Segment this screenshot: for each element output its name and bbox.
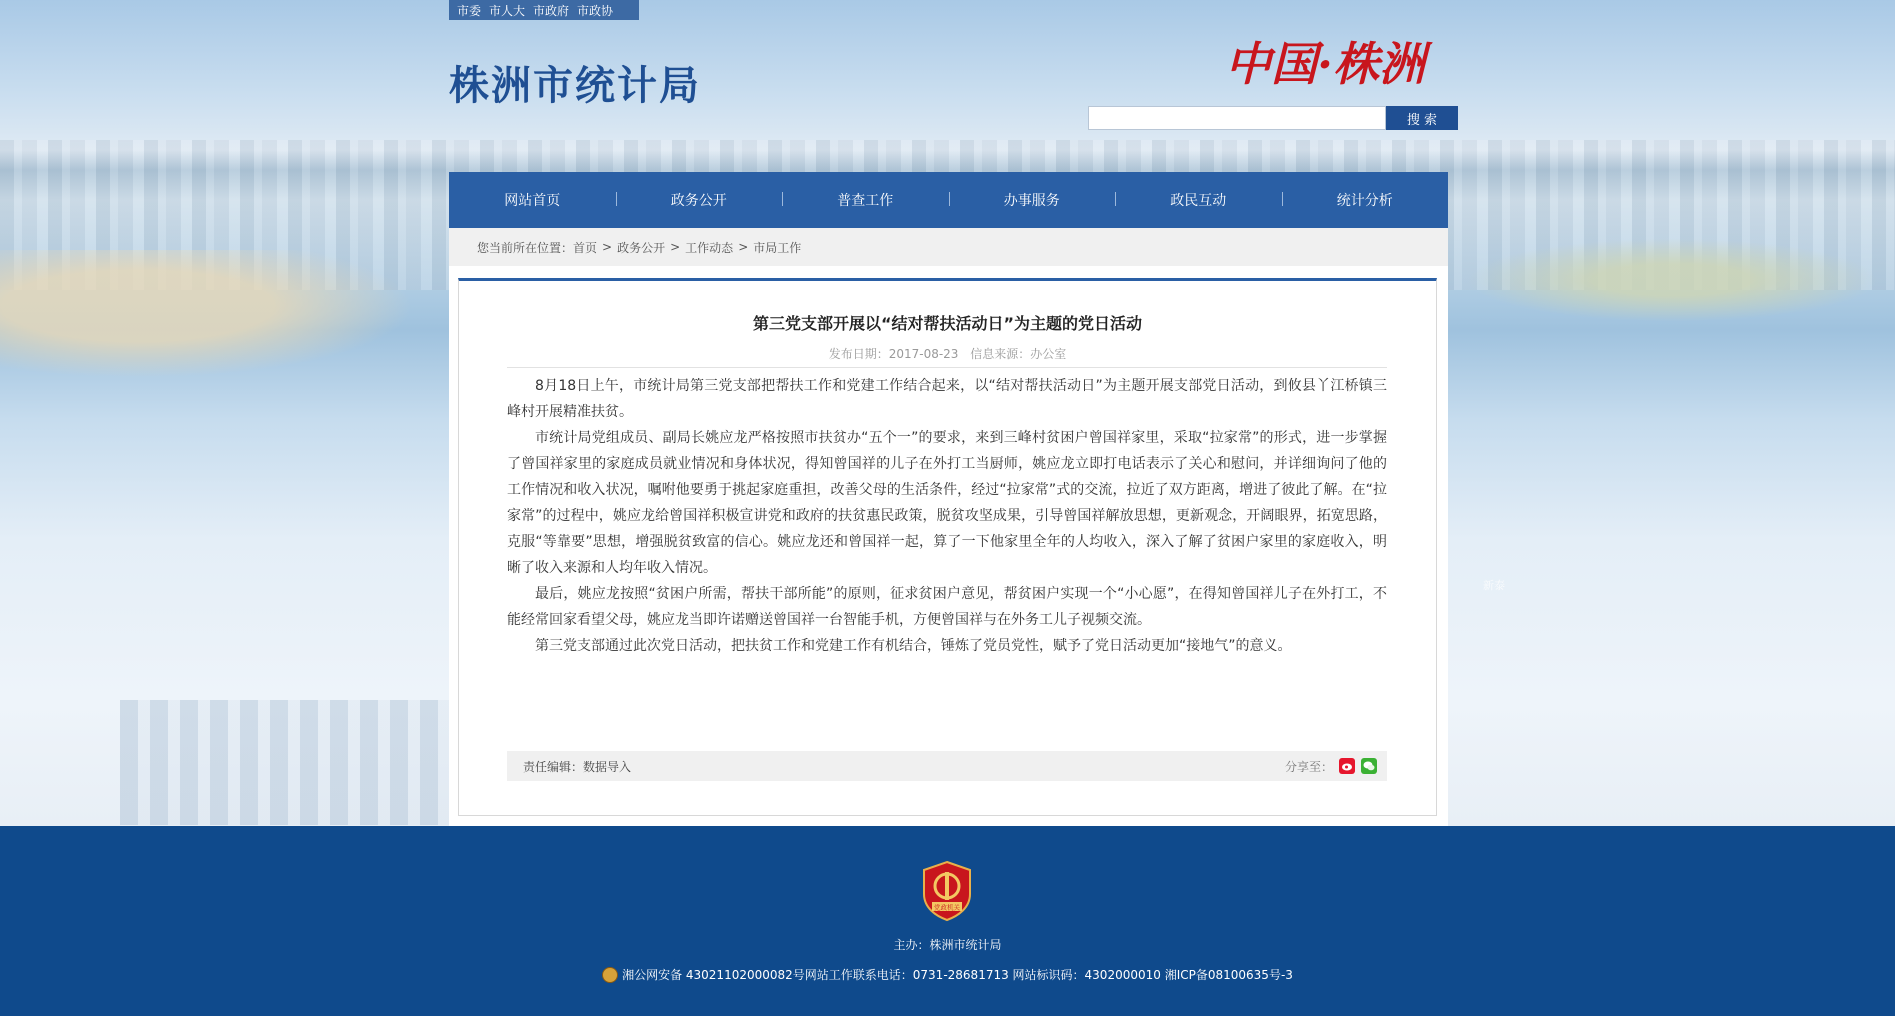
article-meta: [459, 345, 1436, 362]
nav-home[interactable]: 网站首页: [504, 193, 561, 209]
main-nav: [449, 172, 1448, 228]
party-government-badge-icon[interactable]: [920, 860, 974, 922]
content-panel: [449, 228, 1448, 826]
article-body: [507, 373, 1387, 659]
breadcrumb-home[interactable]: 首页: [573, 240, 598, 255]
search-bar: [1088, 106, 1458, 130]
publish-date: 发布日期：2017-08-23: [828, 347, 959, 361]
article-title: 第三党支部开展以“结对帮扶活动日”为主题的党日活动: [752, 314, 1143, 333]
wechat-share-icon[interactable]: [1361, 758, 1377, 774]
footer-record: 湘公网安备 43021102000082号网站工作联系电话：0731-28681713 网站标识码：4302000010 湘ICP备08100635号-3: [622, 968, 1293, 982]
share-label: 分享至：: [1284, 759, 1333, 774]
top-links: [449, 0, 639, 20]
article-paragraph: 第三党支部通过此次党日活动，把扶贫工作和党建工作有机结合，锤炼了党员党性，赋予了党日活动更加“接地气”的意义。: [535, 638, 1292, 654]
breadcrumb-separator: >: [602, 240, 613, 254]
nav-census[interactable]: 普查工作: [782, 190, 949, 210]
police-badge-icon[interactable]: [602, 967, 618, 983]
top-link-shiwei[interactable]: 市委: [457, 3, 482, 18]
divider: [507, 367, 1387, 368]
search-button[interactable]: 搜 索: [1386, 106, 1458, 130]
river-bank-right: [1450, 235, 1895, 325]
top-link-shizhengxie[interactable]: 市政协: [577, 3, 614, 18]
weibo-share-icon[interactable]: [1339, 758, 1355, 774]
breadcrumb-separator: >: [738, 240, 749, 254]
top-link-shirenda[interactable]: 市人大: [489, 3, 526, 18]
info-source: 信息来源：办公室: [970, 347, 1067, 361]
site-title: 株洲市统计局: [449, 63, 701, 109]
breadcrumb-bureau-work[interactable]: 市局工作: [753, 240, 802, 255]
breadcrumb-separator: >: [670, 240, 681, 254]
article-box: [458, 278, 1437, 816]
city-calligraphy-logo: 中国·株洲: [1225, 37, 1426, 91]
nav-government-affairs[interactable]: 政务公开: [616, 190, 783, 210]
responsible-editor: 责任编辑：数据导入: [523, 759, 632, 774]
top-link-shizhengfu[interactable]: 市政府: [533, 3, 570, 18]
breadcrumb: [449, 228, 1448, 266]
nav-statistics-analysis[interactable]: 统计分析: [1282, 190, 1449, 210]
article-paragraph: 8月18日上午，市统计局第三党支部把帮扶工作和党建工作结合起来，以“结对帮扶活动日”为主题开展支部党日活动，到攸县丫江桥镇三峰村开展精准扶贫。: [507, 378, 1387, 420]
river-bank-left: [0, 250, 460, 390]
footer-record-line: [0, 966, 1895, 983]
article-paragraph: 市统计局党组成员、副局长姚应龙严格按照市扶贫办“五个一”的要求，来到三峰村贫困户曾国祥家里，采取“拉家常”的形式，进一步掌握了曾国祥家里的家庭成员就业情况和身体状况，得知曾国祥的儿子在外打工当厨师，姚应龙立即打电话表示了关心和慰问，并详细询问了他的工作情况和收入状况，嘱咐他要勇于挑起家庭重担，改善父母的生活条件，经过“拉家常”式的交流，拉近了双方距离，增进了彼此了解。在“拉家常”的过程中，姚应龙给曾国祥积极宣讲党和政府的扶贫惠民政策，脱贫攻坚成果，引导曾国祥解放思想，更新观念，开阔眼界，拓宽思路，克服“等靠要”思想，增强脱贫致富的信心。姚应龙还和曾国祥一起，算了一下他家里全年的人均收入，深入了解了贫困户家里的家庭收入，明晰了收入来源和人均年收入情况。: [507, 430, 1387, 576]
breadcrumb-government-affairs[interactable]: 政务公开: [617, 240, 666, 255]
city-buildings-bottom: [120, 700, 450, 825]
footer: [0, 826, 1895, 1016]
badge-text: 党政机关: [934, 903, 960, 912]
search-input[interactable]: [1088, 106, 1386, 130]
footer-host: 主办：株洲市统计局: [893, 938, 1002, 952]
nav-services[interactable]: 办事服务: [949, 190, 1116, 210]
side-watermark-text: 新泰: [1483, 579, 1505, 592]
nav-interaction[interactable]: 政民互动: [1115, 190, 1282, 210]
share-bar: [1285, 758, 1387, 775]
breadcrumb-prefix: 您当前所在位置：: [477, 240, 574, 255]
article-footer: [507, 751, 1387, 781]
article-paragraph: 最后，姚应龙按照“贫困户所需，帮扶干部所能”的原则，征求贫困户意见，帮贫困户实现一个“小心愿”，在得知曾国祥儿子在外打工，不能经常回家看望父母，姚应龙当即许诺赠送曾国祥一台智能手机，方便曾国祥与在外务工儿子视频交流。: [507, 586, 1387, 628]
breadcrumb-work-news[interactable]: 工作动态: [685, 240, 734, 255]
